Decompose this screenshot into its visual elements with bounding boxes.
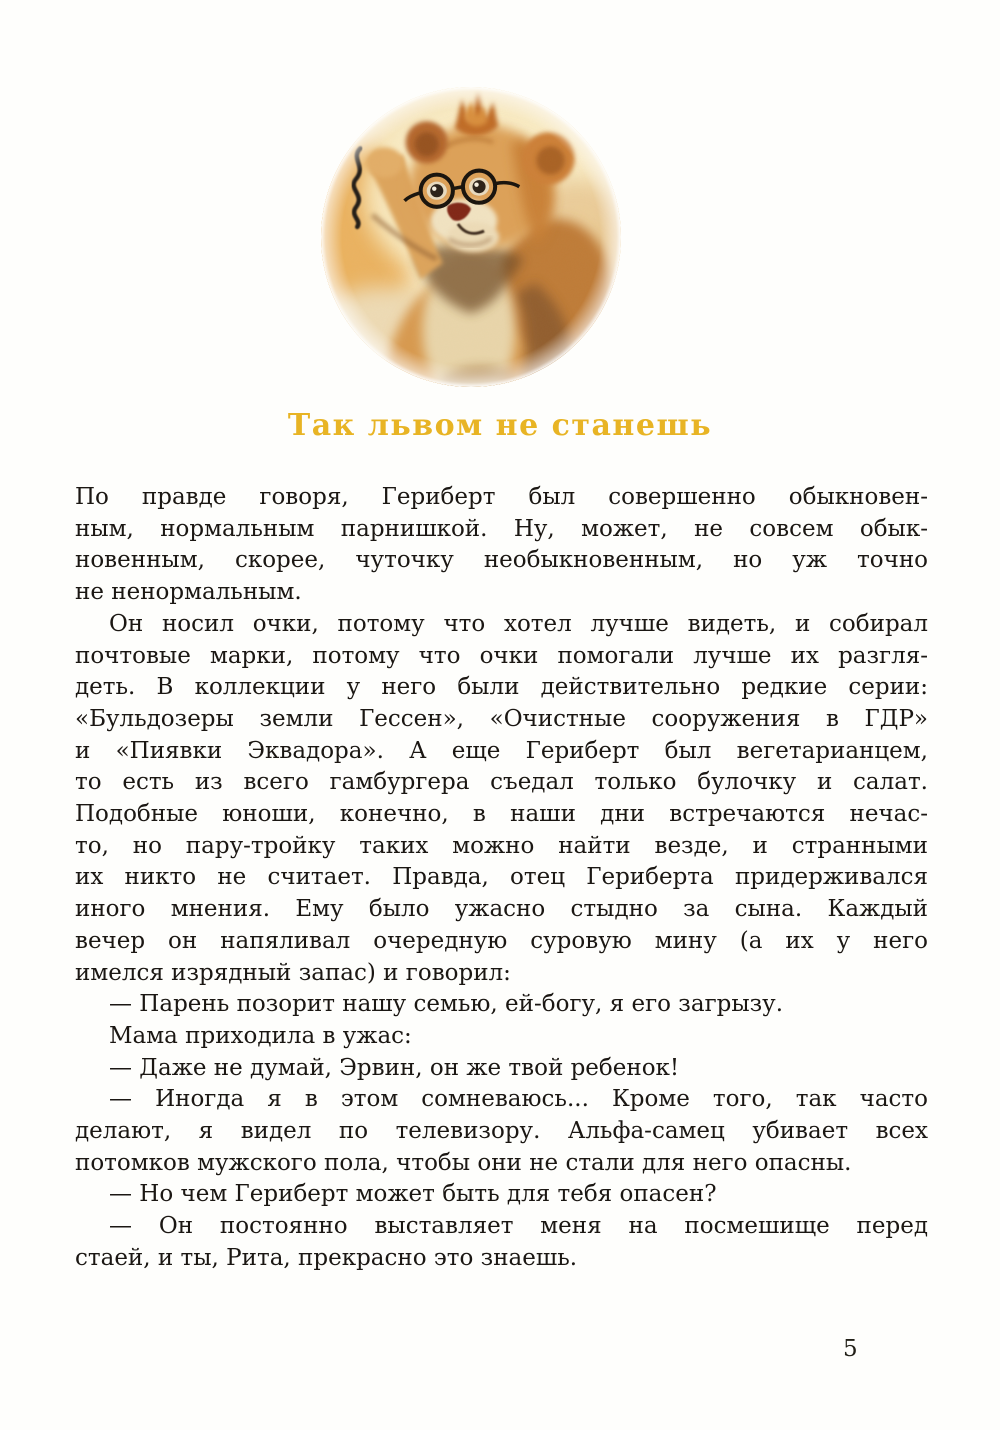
- text-line: не ненормальным.: [75, 579, 302, 606]
- body-text: [75, 482, 928, 1275]
- page-number: 5: [843, 1336, 858, 1362]
- text-line: потомков мужского пола, чтобы они не стали для него опасны.: [75, 1149, 852, 1176]
- text-line: деть. В коллекции у него были действительно редкие серии:: [75, 674, 928, 701]
- text-line: то есть из всего гамбургера съедал только булочку и салат.: [75, 769, 928, 796]
- text-line: иного мнения. Ему было ужасно стыдно за сына. Каждый: [75, 896, 928, 923]
- text-line: их никто не считает. Правда, отец Гериберта придерживался: [75, 864, 928, 891]
- text-line: и «Пиявки Эквадора». А еще Гериберт был вегетарианцем,: [75, 737, 928, 764]
- text-line: ным, нормальным парнишкой. Ну, может, не совсем обык-: [75, 515, 928, 542]
- text-line: — Даже не думай, Эрвин, он же твой ребенок!: [109, 1054, 680, 1081]
- chapter-title: Так львом не станешь: [287, 408, 713, 443]
- text-line: стаей, и ты, Рита, прекрасно это знаешь.: [75, 1244, 578, 1271]
- text-line: то, но пару-тройку таких можно найти везде, и странными: [75, 832, 928, 859]
- text-line: — Иногда я в этом сомневаюсь... Кроме того, так часто: [109, 1086, 928, 1113]
- text-line: Он носил очки, потому что хотел лучше видеть, и собирал: [109, 610, 928, 637]
- text-line: делают, я видел по телевизору. Альфа-самец убивает всех: [75, 1118, 928, 1145]
- text-line: имелся изрядный запас) и говорил:: [75, 959, 511, 986]
- text-line: «Бульдозеры земли Гессен», «Очистные сооружения в ГДР»: [75, 705, 928, 732]
- text-line: — Он постоянно выставляет меня на посмешище перед: [109, 1213, 928, 1240]
- text-line: Мама приходила в ужас:: [109, 1022, 412, 1049]
- text-line: вечер он напяливал очередную суровую мину (а их у него: [75, 927, 928, 954]
- text-line: новенным, скорее, чуточку необыкновенным, но уж точно: [75, 547, 928, 574]
- chapter-illustration: [320, 86, 622, 388]
- text-line: — Парень позорит нашу семью, ей-богу, я его загрызу.: [109, 991, 784, 1018]
- lion-cub-illustration: [320, 86, 622, 388]
- text-line: По правде говоря, Гериберт был совершенно обыкновен-: [75, 484, 928, 510]
- text-line: — Но чем Гериберт может быть для тебя опасен?: [109, 1181, 717, 1208]
- text-line: почтовые марки, потому что очки помогали лучше их разгля-: [75, 642, 928, 669]
- text-line: Подобные юноши, конечно, в наши дни встречаются нечас-: [75, 801, 928, 828]
